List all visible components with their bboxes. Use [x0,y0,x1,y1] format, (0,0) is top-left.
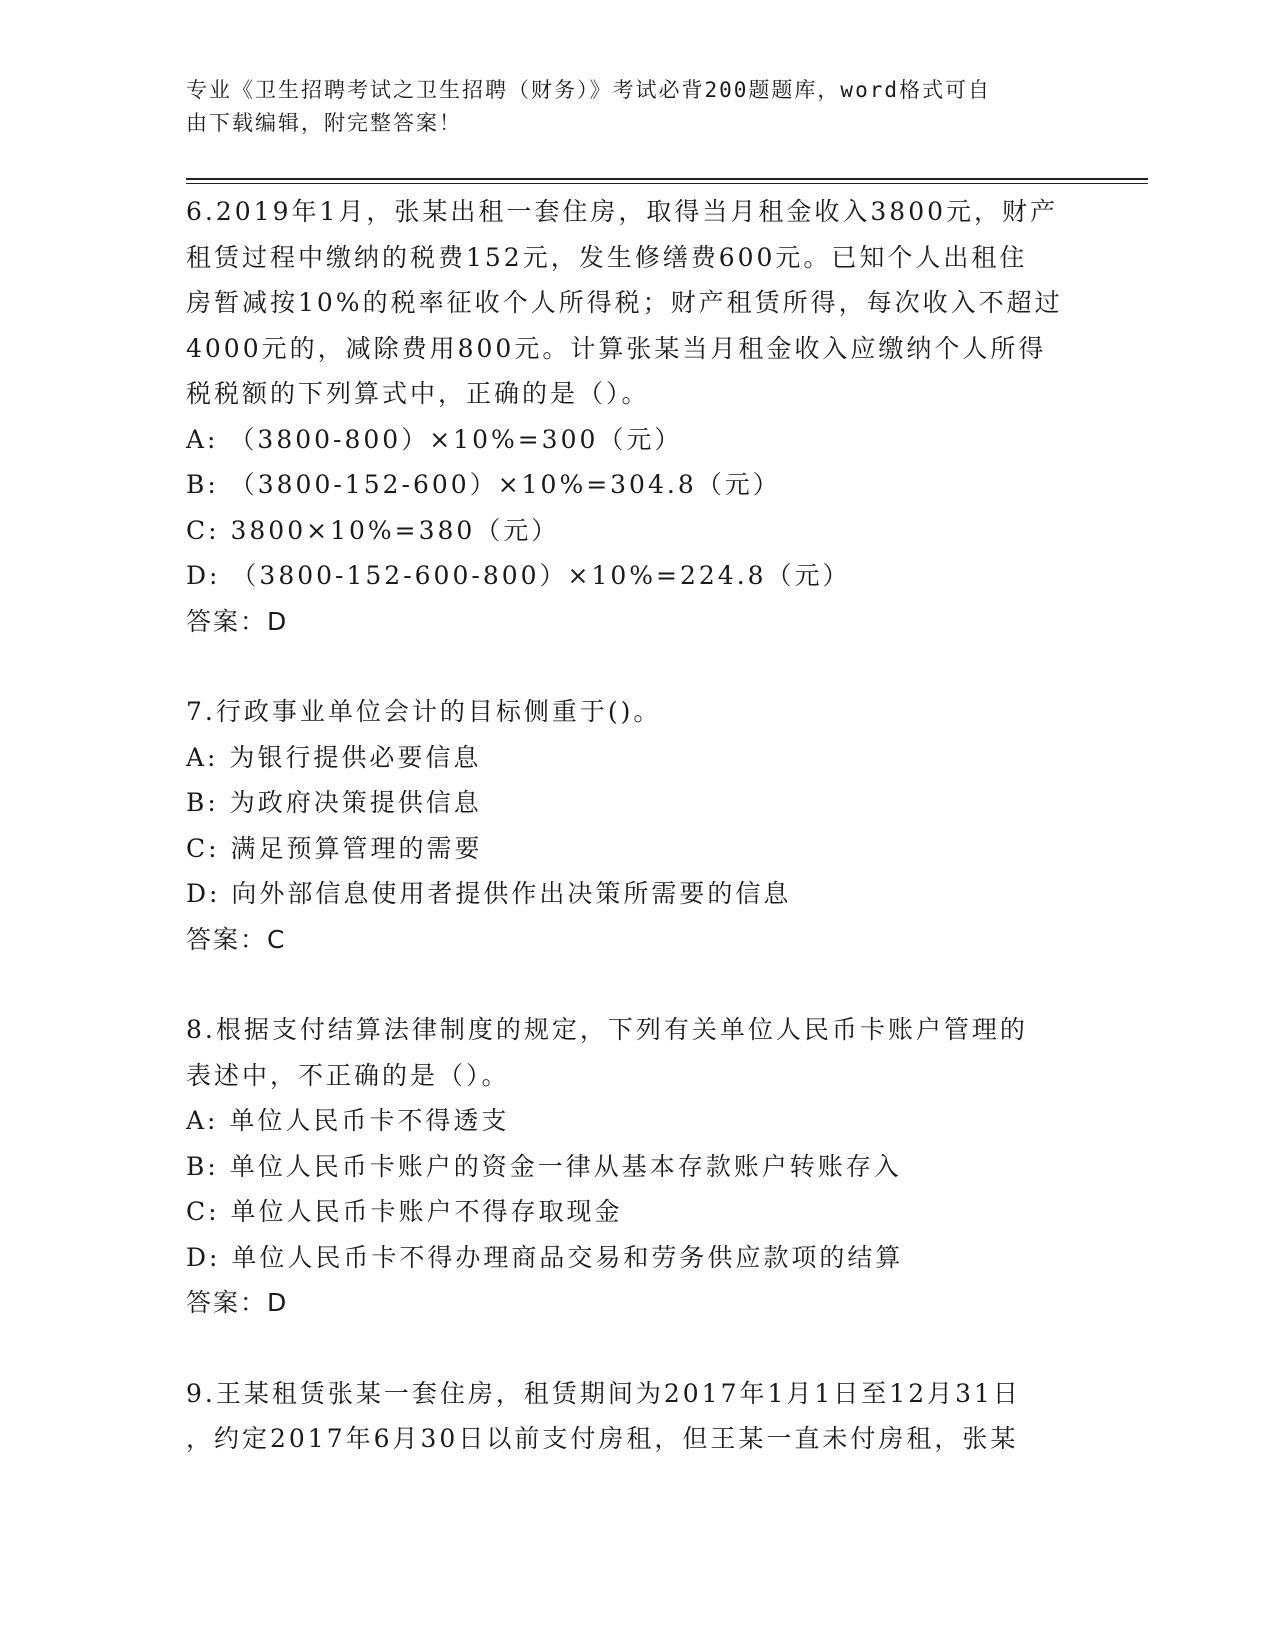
question-7 [186,689,1086,962]
header-divider-thin [186,183,1148,184]
option-d: D: 单位人民币卡不得办理商品交易和劳务供应款项的结算 [186,1242,904,1272]
header-divider-thick [186,178,1148,180]
question-text-line: 9.王某租赁张某一套住房，租赁期间为2017年1月1日至12月31日 [186,1378,1021,1408]
question-text-line: 租赁过程中缴纳的税费152元，发生修缮费600元。已知个人出租住 [186,242,1028,272]
header-line-1: 专业《卫生招聘考试之卫生招聘（财务）》考试必背200题题库，word格式可自 [186,78,991,102]
question-9 [186,1371,1086,1462]
question-text-line: 7.行政事业单位会计的目标侧重于()。 [186,697,662,726]
option-c: C: 满足预算管理的需要 [186,833,483,863]
answer-line: 答案：D [186,606,289,636]
question-6 [186,189,1086,644]
option-b: B: （3800-152-600）×10%=304.8（元） [186,470,781,499]
option-b: B: 为政府决策提供信息 [186,788,482,817]
question-text-line: 8.根据支付结算法律制度的规定，下列有关单位人民币卡账户管理的 [186,1015,1028,1044]
header-line-2: 由下载编辑，附完整答案！ [186,111,462,135]
option-d: D: （3800-152-600-800）×10%=224.8（元） [186,561,851,590]
option-c: C: 3800×10%=380（元） [186,515,560,545]
question-text-line: 税税额的下列算式中，正确的是（）。 [186,379,650,408]
question-text-line: 6.2019年1月，张某出租一套住房，取得当月租金收入3800元，财产 [186,197,1059,226]
option-a: A: 单位人民币卡不得透支 [186,1106,510,1135]
answer-line: 答案：D [186,1288,289,1317]
answer-line: 答案：C [186,924,287,954]
option-a: A: 为银行提供必要信息 [186,742,482,772]
option-b: B: 单位人民币卡账户的资金一律从基本存款账户转账存入 [186,1151,902,1181]
option-c: C: 单位人民币卡账户不得存取现金 [186,1197,623,1226]
option-a: A: （3800-800）×10%=300（元） [186,424,683,454]
question-text-line: 表述中，不正确的是（）。 [186,1060,510,1090]
option-d: D: 向外部信息使用者提供作出决策所需要的信息 [186,879,792,908]
document-header [186,74,1066,140]
question-8 [186,1007,1086,1326]
question-text-line: ，约定2017年6月30日以前支付房租，但王某一直未付房租，张某 [186,1424,1019,1453]
question-list [186,189,1086,1462]
question-text-line: 房暂减按10%的税率征收个人所得税；财产租赁所得，每次收入不超过 [186,288,1063,317]
question-text-line: 4000元的，减除费用800元。计算张某当月租金收入应缴纳个人所得 [186,333,1047,363]
